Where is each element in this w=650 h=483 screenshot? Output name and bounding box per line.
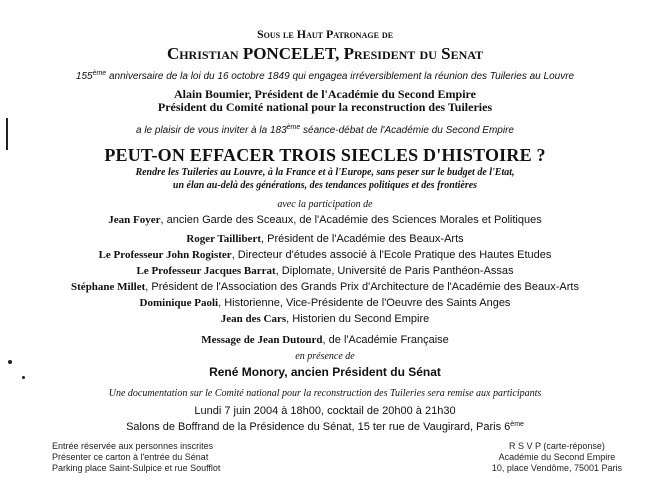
event-venue-text: Salons de Boffrand de la Présidence du Sénat, 15 ter rue de Vaugirard, Paris 6 [126, 421, 511, 433]
participant-row [0, 234, 650, 245]
participant-row [0, 266, 650, 277]
presence-label: en présence de [295, 351, 355, 362]
participant-name: Stéphane Millet [71, 281, 146, 293]
participant-row [0, 215, 650, 226]
anniversary-text: anniversaire de la loi du 16 octobre 1849 qui engagea irréversiblement la réunion des Tuileries au Louvre [106, 71, 575, 82]
invitation-line [0, 124, 650, 136]
participant-row [0, 314, 650, 325]
event-venue-suffix: ème [510, 421, 524, 428]
participant-name: Dominique Paoli [139, 297, 219, 309]
invitation-post: séance-débat de l'Académie du Second Empire [300, 125, 514, 136]
message-role: , de l'Académie Française [322, 334, 449, 346]
participant-row [0, 282, 650, 293]
anniversary-line [0, 70, 650, 82]
host-line-1: Alain Boumier, Président de l'Académie du Second Empire [173, 87, 476, 101]
participant-name: Jean Foyer [108, 214, 161, 226]
participant-role: , Président de l'Académie des Beaux-Arts [261, 233, 464, 245]
access-info-line: Présenter ce carton à l'entrée du Sénat [52, 452, 209, 462]
subtitle-line-2: un élan au-delà des générations, des tendances politiques et des frontières [172, 180, 478, 191]
access-info-line: Entrée réservée aux personnes inscrites [52, 441, 214, 451]
participation-label: avec la participation de [277, 199, 373, 210]
anniversary-number: 155 [75, 71, 93, 82]
participant-role: , Diplomate, Université de Paris Panthéon-Assas [275, 265, 514, 277]
participant-role: , Directeur d'études associé à l'Ecole Pratique des Hautes Etudes [231, 249, 552, 261]
event-venue [0, 421, 650, 433]
event-title: PEUT-ON EFFACER TROIS SIECLES D'HISTOIRE ? [104, 145, 546, 165]
rsvp-line: R S V P (carte-réponse) [509, 441, 605, 451]
rsvp-info [492, 441, 622, 474]
patron-name: Christian PONCELET, President du Senat [166, 44, 484, 63]
participant-row [0, 250, 650, 261]
documentation-note: Une documentation sur le Comité national pour la reconstruction des Tuileries sera remise aux participants [108, 388, 542, 399]
participant-name: Jean des Cars [220, 313, 287, 325]
patronage-line: Sous le Haut Patronage de [256, 27, 394, 41]
host-line-2: Président du Comité national pour la reconstruction des Tuileries [157, 100, 493, 114]
participant-name: Le Professeur Jacques Barrat [136, 265, 276, 277]
message-name: Message de Jean Dutourd [201, 334, 323, 346]
participant-role: , ancien Garde des Sceaux, de l'Académie des Sciences Morales et Politiques [160, 214, 542, 226]
anniversary-suffix: ème [92, 70, 107, 77]
access-info [52, 441, 220, 474]
event-datetime: Lundi 7 juin 2004 à 18h00, cocktail de 20h00 à 21h30 [194, 405, 456, 417]
participant-name: Le Professeur John Rogister [98, 249, 232, 261]
invitation-pre: a le plaisir de vous inviter à la 183 [136, 125, 287, 136]
participant-role: , Président de l'Association des Grands Prix d'Architecture de l'Académie des Beaux-Arts [145, 281, 579, 293]
participant-row [0, 298, 650, 309]
participant-name: Roger Taillibert [186, 233, 261, 245]
participant-role: , Historien du Second Empire [286, 313, 430, 325]
rsvp-line: Académie du Second Empire [498, 452, 616, 462]
message-line [0, 335, 650, 346]
subtitle-line-1: Rendre les Tuileries au Louvre, à la France et à l'Europe, sans peser sur le budget de l'Etat, [135, 167, 515, 178]
access-info-line: Parking place Saint-Sulpice et rue Soufflot [52, 463, 221, 473]
participant-role: , Historienne, Vice-Présidente de l'Oeuvre des Saints Anges [218, 297, 511, 309]
invitation-suffix: ème [286, 124, 301, 131]
presence-name: René Monory, ancien Président du Sénat [209, 365, 441, 379]
rsvp-line: 10, place Vendôme, 75001 Paris [491, 463, 622, 473]
